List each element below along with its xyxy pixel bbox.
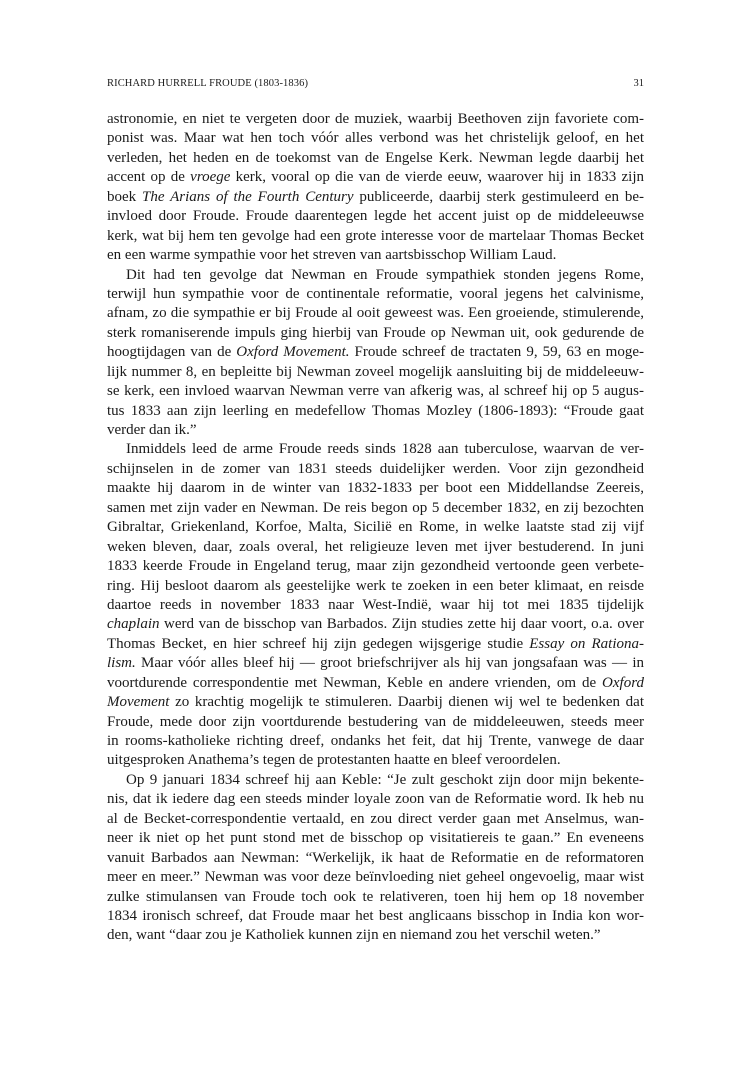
text-line [107,615,644,634]
text-line [107,751,644,770]
text-line [107,440,644,459]
text-run: invloed door Froude. Froude daarentegen legde het accent juist op de middeleeuwse [107,208,644,225]
text-run: al de Becket-correspondentie vertaald, en zou direct verder gaan met Anselmus, wan- [107,810,644,827]
text-run: se kerk, een invloed waarvan Newman verre van afkerig was, al schreef hij op 5 augus- [107,383,644,400]
text-run: kerk, wat bij hem ten gevolge had een grote interesse voor de martelaar Thomas Becket [107,227,644,244]
text-run: boek [107,188,143,205]
text-run: accent op de [107,169,191,186]
text-run: sterk romaniserende impuls ging hierbij van Froude op Newman uit, ook gedurende de [107,324,644,341]
text-line [107,382,644,401]
running-head [107,78,644,94]
text-line [107,888,644,907]
text-line [107,149,644,168]
text-line [107,479,644,498]
text-run: tus 1833 aan zijn leerling en medefellow Thomas Mozley (1806-1893): “Froude gaat [107,402,644,419]
text-line [107,926,644,945]
text-run: Dit had ten gevolge dat Newman en Froude sympathiek stonden jegens Rome, [126,266,644,283]
paragraph [107,266,644,441]
text-line [107,829,644,848]
text-run: samen met zijn vader en Newman. De reis begon op 5 december 1832, en zij bezochten [107,499,644,516]
text-line [107,402,644,421]
text-line [107,460,644,479]
text-run: 1834 ironisch schreef, dat Froude maar het best anglicaans bisschop in India kon wor- [107,907,644,924]
text-line [107,285,644,304]
text-run: den, want “daar zou je Katholiek kunnen zijn en niemand zou het verschil weten.” [107,927,601,944]
text-run: neer ik niet op het punt stond met de bisschop op visitatiereis te gaan.” En eveneens [107,830,644,847]
italic-run: vroege [190,169,231,186]
text-line [107,635,644,654]
text-line [107,110,644,129]
italic-run: Oxford Movement. [236,344,350,361]
text-run: Maar vóór alles bleef hij — groot briefschrijver als hij van jongsafaan was — in [135,655,644,672]
text-line [107,674,644,693]
text-run: ring. Hij besloot daarom als geestelijke werk te zoeken in een beter klimaat, en reisde [107,577,644,594]
text-line [107,207,644,226]
text-run: afnam, zo die sympathie er bij Froude al ooit geweest was. Een groeiende, stimulerende, [107,305,644,322]
text-run: verleden, het heden en de toekomst van de Engelse Kerk. Newman legde daarbij het [107,149,644,166]
text-run: vanuit Barbados aan Newman: “Werkelijk, ik haat de Reformatie en de reformatoren [107,849,644,866]
text-line [107,907,644,926]
text-run: 1833 keerde Froude in Engeland terug, maar zijn gezondheid vertoonde geen verbete- [107,558,644,575]
text-line [107,538,644,557]
text-line [107,129,644,148]
text-run: Gibraltar, Griekenland, Korfoe, Malta, Sicilië en Rome, in welke laatste stad zij vijf [107,519,644,536]
text-run: zulke stimulansen van Froude toch ook te relativeren, toen hij hem op 18 november [107,888,644,905]
text-line [107,790,644,809]
body-text [107,110,644,946]
text-run: weken bleven, daar, zoals overal, het religieuze leven met ijver bestuderend. In juni [107,538,644,555]
running-title: RICHARD HURRELL FROUDE (1803-1836) [107,78,309,89]
text-run: zo krachtig mogelijk te stimuleren. Daarbij dienen wij wel te bedenken dat [169,694,644,711]
text-run: Froude schreef de tractaten 9, 59, 63 en moge- [349,344,644,361]
text-run: astronomie, en niet te vergeten door de muziek, waarbij Beethoven zijn favoriete com- [107,111,644,127]
text-line [107,577,644,596]
paragraph [107,440,644,770]
text-run: terwijl hun sympathie voor de continentale reformatie, vooral jegens het calvinisme, [107,285,644,302]
text-run: Thomas Becket, en hier schreef hij zijn gedegen wijsgerige studie [107,635,530,652]
text-line [107,421,644,440]
text-line [107,188,644,207]
text-line [107,518,644,537]
text-line [107,304,644,323]
text-run: verder dan ik.” [107,422,197,438]
italic-run: lism. [107,655,136,672]
paragraph [107,771,644,946]
text-run: daartoe reeds in november 1833 naar West-Indië, waar hij tot mei 1835 tijdelijk [107,596,644,613]
text-run: Inmiddels leed de arme Froude reeds sinds 1828 aan tuberculose, waarvan de ver- [126,441,644,458]
text-line [107,810,644,829]
text-line [107,732,644,751]
text-line [107,363,644,382]
italic-run: Oxford [602,674,644,691]
text-line [107,557,644,576]
text-line [107,343,644,362]
italic-run: Movement [107,694,170,711]
text-line [107,693,644,712]
italic-run: Essay on Rationa- [529,635,644,652]
text-run: ponist was. Maar wat hen toch vóór alles verbond was het christelijk geloof, en het [107,130,644,147]
text-line [107,324,644,343]
text-line [107,849,644,868]
text-line [107,168,644,187]
text-line [107,499,644,518]
italic-run: chaplain [107,616,160,633]
text-run: kerk, vooral op die van de vierde eeuw, waarover hij in 1833 zijn [230,169,644,186]
text-run: uitgesproken Anathema’s tegen de protestanten haatte en bleef veroordelen. [107,752,561,769]
text-run: in rooms-katholieke richting dreef, ondanks het feit, dat hij Trente, vanwege de daar [107,733,644,749]
text-line [107,868,644,887]
text-run: maakte hij daarom in de winter van 1832-1833 per boot een Middellandse Zeereis, [107,480,644,497]
text-run: meer en meer.” Newman was voor deze beïnvloeding niet geheel ongevoelig, maar wist [107,869,644,886]
text-run: Op 9 januari 1834 schreef hij aan Keble: “Je zult geschokt zijn door mijn bekente- [126,771,644,788]
text-run: nis, dat ik iedere dag een steeds minder loyale zoon van de Reformatie word. Ik heb nu [107,791,644,808]
text-line [107,246,644,265]
text-line [107,596,644,615]
text-line [107,713,644,732]
text-line [107,771,644,790]
paragraph [107,110,644,266]
italic-run: The Arians of the Fourth Century [142,188,354,205]
text-line [107,654,644,673]
text-line [107,227,644,246]
text-run: en een warme sympathie voor het streven van aartsbisschop William Laud. [107,247,557,264]
page-number: 31 [633,78,644,89]
text-run: voortdurende correspondentie met Newman, Keble en andere vrienden, om de [107,674,603,691]
text-run: werd van de bisschop van Barbados. Zijn studies zette hij daar voort, o.a. over [159,616,644,633]
text-run: schijnselen in de zomer van 1831 steeds duidelijker werden. Voor zijn gezondheid [107,460,644,477]
text-line [107,266,644,285]
text-run: lijk nummer 8, en bepleitte bij Newman zoveel mogelijk aansluiting bij de middeleeuw- [107,363,644,380]
text-run: hoogtijdagen van de [107,344,237,361]
text-run: publiceerde, daarbij sterk gestimuleerd en be- [353,188,644,205]
text-run: Froude, mede door zijn voortdurende bestudering van de middeleeuwen, steeds meer [107,713,644,730]
